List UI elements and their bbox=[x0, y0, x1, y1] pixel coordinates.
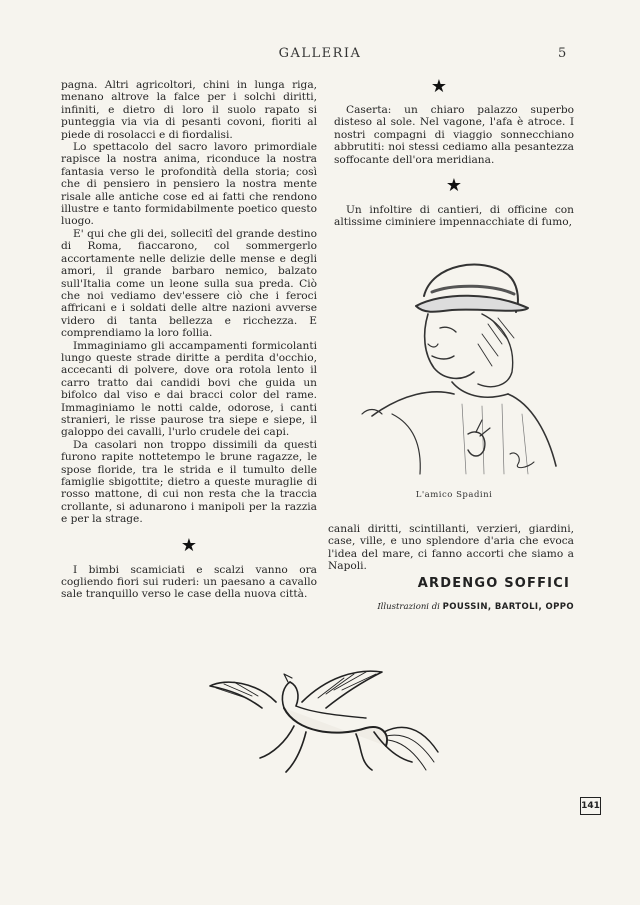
right-column-continuation bbox=[328, 523, 574, 573]
figure-caption: L'amico Spadini bbox=[415, 490, 493, 500]
star-ornament-icon: ★ bbox=[430, 76, 448, 97]
paragraph: Lo spettacolo del sacro lavoro primordiale rapisce la nostra anima, riconduce la nostra fantasia verso le profondità della storia; così che di pensiero in pensiero la nostra mente risale alle antiche cose ed ai fatti che rendono illustre e tanto formidabilmente poetico questo luogo. bbox=[61, 141, 317, 228]
page-header bbox=[0, 46, 640, 66]
right-column bbox=[334, 104, 574, 229]
paragraph: Caserta: un chiaro palazzo superbo disteso al sole. Nel vagone, l'afa è atroce. I nostri compagni di viaggio sonnecchiano abbrutiti: noi stessi cediamo alla pesantezza soffocante dell'ora meridiana. bbox=[334, 104, 574, 166]
folio-number: 141 bbox=[580, 797, 601, 815]
credits-names: POUSSIN, BARTOLI, OPPO bbox=[442, 602, 574, 612]
paragraph: I bimbi scamiciati e scalzi vanno ora cogliendo fiori sui ruderi: un paesano a cavallo sale tranquillo verso le case della nuova città. bbox=[61, 563, 317, 601]
author-signature: ARDENGO SOFFICI bbox=[417, 576, 570, 591]
paragraph: Da casolari non troppo dissimili da questi furono rapite nottetempo le brune ragazze, le spose floride, tra le strida e il tumulto delle famiglie sbigottite; dietro a queste muraglie di rosso mattone, di cui non resta che la traccia crollante, si adunarono i manipoli per la razzia e per la strage. bbox=[61, 438, 317, 526]
portrait-illustration bbox=[332, 244, 572, 484]
paragraph: canali diritti, scintillanti, verzieri, giardini, case, ville, e uno splendore d'aria che evoca l'idea del mare, ci fanno accorti che siamo a Napoli. bbox=[328, 523, 574, 573]
pegasus-vignette-icon bbox=[206, 662, 442, 782]
star-ornament-icon: ★ bbox=[445, 175, 463, 197]
star-ornament-icon: ★ bbox=[180, 534, 198, 556]
paragraph: E' qui che gli dei, sollecitî del grande destino di Roma, fiaccarono, col sommergerlo accortamente nelle delizie delle mense e degli amori, il grande barbaro nemico, balzato sull'Italia come un leone sulla sua preda. Ciò che noi vediamo dev'essere ciò che i feroci affricani e i soldati delle altre nazioni avverse videro di tanta bellezza e ricchezza. E comprendiamo la loro follia. bbox=[61, 227, 317, 340]
paragraph: pagna. Altri agricoltori, chini in lunga riga, menano altrove la falce per i solchi diritti, infiniti, e dietro di loro il suolo rapato si punteggia via via di pesanti covoni, fioriti al piede di rosolacci e di fiordalisi. bbox=[61, 79, 317, 141]
running-title: GALLERIA bbox=[278, 46, 362, 61]
page-number: 5 bbox=[558, 46, 567, 61]
paragraph: Immaginiamo gli accampamenti formicolanti lungo queste strade diritte a perdita d'occhio, accecanti di polvere, dove ora rotola lento il carro tratto dai candidi bovi che guida un bifolco dal viso e dai bracci color del rame. Immaginiamo le notti calde, odorose, i canti stranieri, le risse paurose tra siepe e siepe, il galoppo dei cavalli, l'urlo crudele dei capi. bbox=[61, 339, 317, 439]
left-column bbox=[61, 79, 317, 601]
paragraph: Un infoltire di cantieri, di officine con altissime ciminiere impennacchiate di fumo, bbox=[334, 204, 574, 229]
illustration-credits bbox=[340, 602, 574, 612]
credits-prefix: Illustrazioni di bbox=[377, 602, 440, 612]
